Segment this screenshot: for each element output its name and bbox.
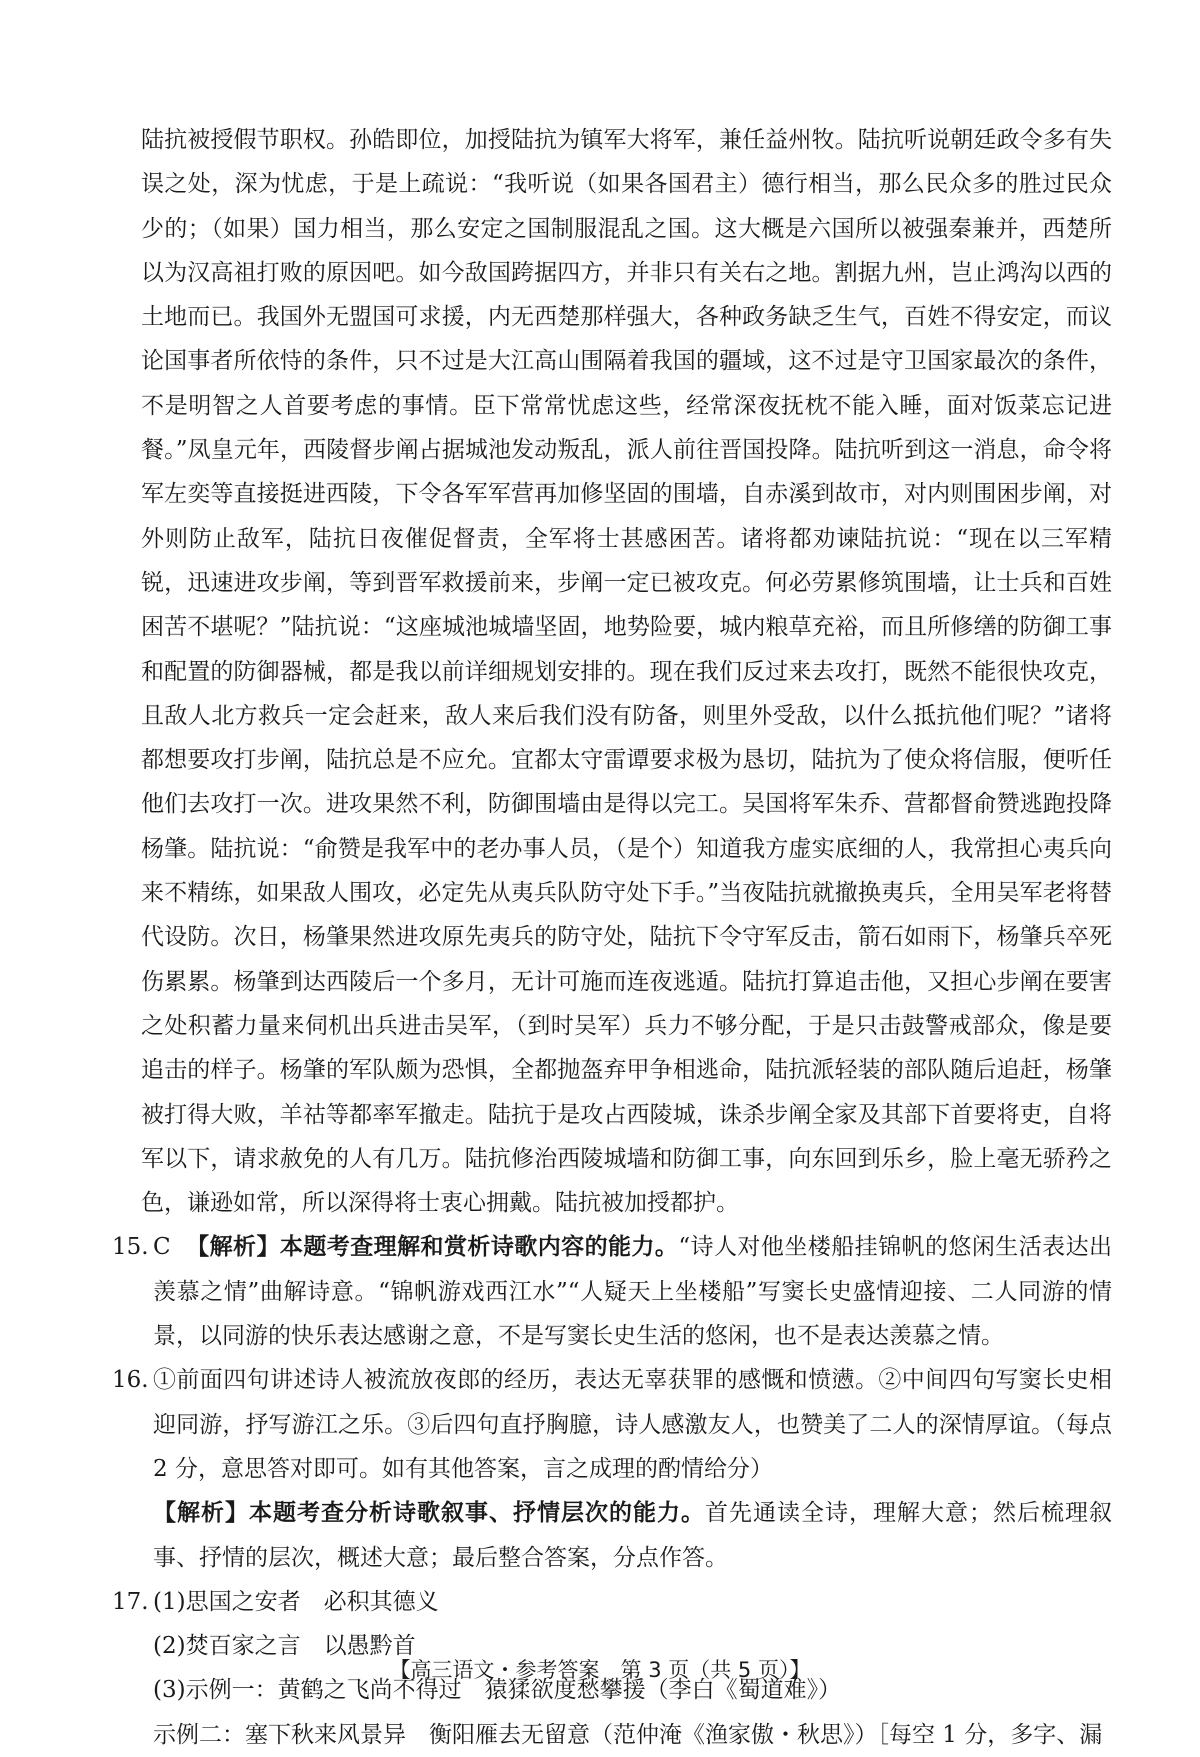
analysis-label: 【解析】 — [186, 1233, 280, 1261]
question-number: 17. — [112, 1588, 149, 1615]
page-footer: 【高三语文・参考答案 第 3 页（共 5 页）】 — [389, 1658, 811, 1682]
answer-line-1: (1)思国之安者 必积其德义 — [153, 1588, 439, 1615]
question-16 — [112, 1358, 1112, 1579]
question-16-answer: ①前面四句讲述诗人被流放夜郎的经历，表达无辜获罪的感慨和愤懑。②中间四句写窦长史相迎同游，抒写游江之乐。③后四句直抒胸臆，诗人感激友人，也赞美了二人的深情厚谊。（每点 2 分，意思答对即可。如有其他答案，言之成理的酌情给分） — [153, 1367, 1112, 1482]
question-number: 15. — [112, 1234, 149, 1261]
analysis-lead: 本题考查理解和赏析诗歌内容的能力。 — [279, 1233, 679, 1261]
question-16-analysis — [112, 1491, 1112, 1580]
question-15-body — [112, 1225, 1112, 1358]
analysis-text: “诗人对他坐楼船挂锦帆的悠闲生活表达出羡慕之情”曲解诗意。“锦帆游戏西江水”“人疑天上坐楼船”写窦长史盛情迎接、二人同游的情景，以同游的快乐表达感谢之意，不是写窦长史生活的悠闲，也不是表达羡慕之情。 — [153, 1234, 1113, 1350]
answer-line-2: (2)焚百家之言 以愚黔首 — [153, 1633, 416, 1660]
translation-paragraph: 陆抗被授假节职权。孙皓即位，加授陆抗为镇军大将军，兼任益州牧。陆抗听说朝廷政令多有失误之处，深为忧虑，于是上疏说：“我听说（如果各国君主）德行相当，那么民众多的胜过民众少的；（如果）国力相当，那么安定之国制服混乱之国。这大概是六国所以被强秦兼并，西楚所以为汉高祖打败的原因吧。如今敌国跨据四方，并非只有关右之地。割据九州，岂止鸿沟以西的土地而已。我国外无盟国可求援，内无西楚那样强大，各种政务缺乏生气，百姓不得安定，而议论国事者所依恃的条件，只不过是大江高山围隔着我国的疆域，这不过是守卫国家最次的条件，不是明智之人首要考虑的事情。臣下常常忧虑这些，经常深夜抚枕不能入睡，面对饭菜忘记进餐。”凤皇元年，西陵督步阐占据城池发动叛乱，派人前往晋国投降。陆抗听到这一消息，命令将军左奕等直接挺进西陵，下令各军军营再加修坚固的围墙，自赤溪到故市，对内则围困步阐，对外则防止敌军，陆抗日夜催促督责，全军将士甚感困苦。诸将都劝谏陆抗说：“现在以三军精锐，迅速进攻步阐，等到晋军救援前来，步阐一定已被攻克。何必劳累修筑围墙，让士兵和百姓困苦不堪呢？”陆抗说：“这座城池城墙坚固，地势险要，城内粮草充裕，而且所修缮的防御工事和配置的防御器械，都是我以前详细规划安排的。现在我们反过来去攻打，既然不能很快攻克，且敌人北方救兵一定会赶来，敌人来后我们没有防备，则里外受敌，以什么抵抗他们呢？”诸将都想要攻打步阐，陆抗总是不应允。宜都太守雷谭要求极为恳切，陆抗为了使众将信服，便听任他们去攻打一次。进攻果然不利，防御围墙由是得以完工。吴国将军朱乔、营都督俞赞逃跑投降杨肇。陆抗说：“俞赞是我军中的老办事人员，（是个）知道我方虚实底细的人，我常担心夷兵向来不精练，如果敌人围攻，必定先从夷兵队防守处下手。”当夜陆抗就撤换夷兵，全用吴军老将替代设防。次日，杨肇果然进攻原先夷兵的防守处，陆抗下令守军反击，箭石如雨下，杨肇兵卒死伤累累。杨肇到达西陵后一个多月，无计可施而连夜逃遁。陆抗打算追击他，又担心步阐在要害之处积蓄力量来伺机出兵进击吴军，（到时吴军）兵力不够分配，于是只击鼓警戒部众，像是要追击的样子。杨肇的军队颇为恐惧，全都抛盔弃甲争相逃命，陆抗派轻装的部队随后追赶，杨肇被打得大败，羊祜等都率军撤走。陆抗于是攻占西陵城，诛杀步阐全家及其部下首要将吏，自将军以下，请求赦免的人有几万。陆抗修治西陵城墙和防御工事，向东回到乐乡，脸上毫无骄矜之色，谦逊如常，所以深得将士衷心拥戴。陆抗被加授都护。 — [141, 127, 1112, 1217]
answer-choice: C — [153, 1234, 171, 1261]
analysis-label: 【解析】 — [153, 1499, 249, 1527]
answer-line-3: (3)示例一：黄鹤之飞尚不得过 猿猱欲度愁攀援（李白《蜀道难》） — [153, 1677, 842, 1704]
question-15 — [112, 1225, 1112, 1358]
analysis-text: 首先通读全诗，理解大意；然后梳理叙事、抒情的层次，概述大意；最后整合答案，分点作答。 — [153, 1500, 1112, 1571]
analysis-lead: 本题考查分析诗歌叙事、抒情层次的能力。 — [249, 1499, 705, 1527]
answer-line-4: 示例二：塞下秋来风景异 衡阳雁去无留意（范仲淹《渔家傲・秋思》）［每空 1 分，多字、漏 — [153, 1721, 1103, 1748]
answer-content — [112, 118, 1112, 1757]
question-number: 16. — [112, 1367, 149, 1394]
